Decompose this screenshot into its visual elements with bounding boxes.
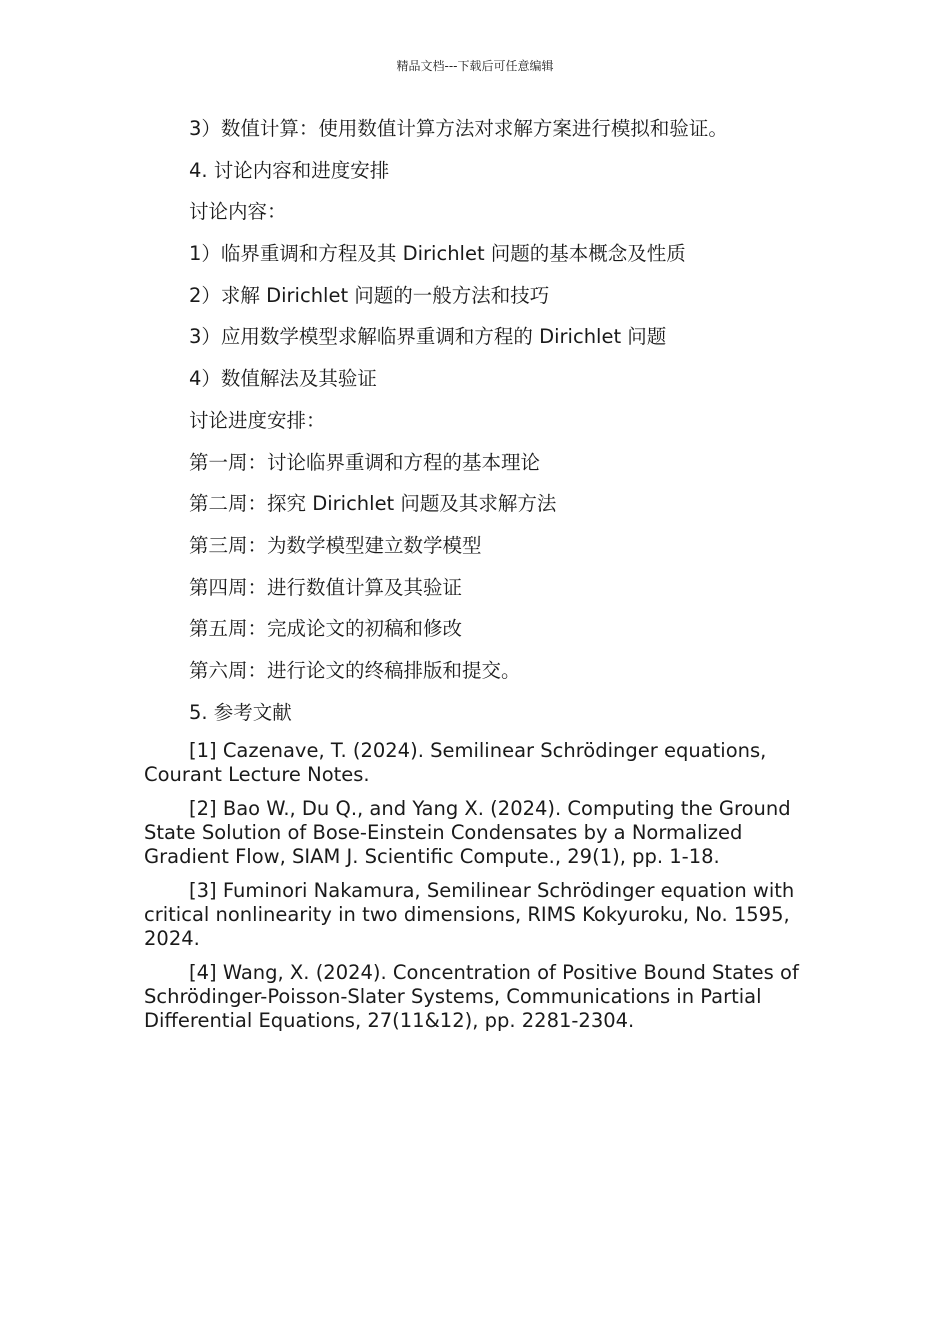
schedule-week-2: 第二周：探究 Dirichlet 问题及其求解方法 bbox=[189, 492, 557, 516]
section-heading-references: 5. 参考文献 bbox=[189, 700, 292, 724]
page-header: 精品文档---下载后可任意编辑 bbox=[396, 59, 554, 73]
schedule-week-3: 第三周：为数学模型建立数学模型 bbox=[189, 533, 482, 557]
reference-3: [3] Fuminori Nakamura, Semilinear Schrödinger equation with critical nonlinearity in two dimensions, RIMS Kokyuroku, No. 1595, 2024. bbox=[144, 879, 795, 951]
schedule-week-5: 第五周：完成论文的初稿和修改 bbox=[189, 617, 463, 641]
schedule-label: 讨论进度安排： bbox=[189, 408, 326, 432]
section-heading-discussion: 4. 讨论内容和进度安排 bbox=[189, 158, 390, 182]
discussion-item-3: 3）应用数学模型求解临界重调和方程的 Dirichlet 问题 bbox=[189, 325, 667, 349]
schedule-week-1: 第一周：讨论临界重调和方程的基本理论 bbox=[189, 450, 541, 474]
discussion-item-1: 1）临界重调和方程及其 Dirichlet 问题的基本概念及性质 bbox=[189, 242, 686, 266]
schedule-week-6: 第六周：进行论文的终稿排版和提交。 bbox=[189, 658, 521, 682]
document-body bbox=[144, 114, 816, 1043]
discussion-content-label: 讨论内容： bbox=[189, 200, 287, 224]
list-item-numerical-computation: 3）数值计算：使用数值计算方法对求解方案进行模拟和验证。 bbox=[189, 117, 728, 140]
discussion-item-2: 2）求解 Dirichlet 问题的一般方法和技巧 bbox=[189, 283, 550, 307]
discussion-item-4: 4）数值解法及其验证 bbox=[189, 367, 377, 391]
reference-4: [4] Wang, X. (2024). Concentration of Positive Bound States of Schrödinger-Poisson-Slater Systems, Communications in Partial Differential Equations, 27(11&12), pp. 2281-2304. bbox=[144, 961, 799, 1033]
reference-1: [1] Cazenave, T. (2024). Semilinear Schrödinger equations, Courant Lecture Notes. bbox=[144, 739, 767, 787]
schedule-week-4: 第四周：进行数值计算及其验证 bbox=[189, 575, 463, 599]
reference-2: [2] Bao W., Du Q., and Yang X. (2024). Computing the Ground State Solution of Bose-Einstein Condensates by a Normalized Gradient Flow, SIAM J. Scientific Compute., 29(1), pp. 1-18. bbox=[144, 797, 791, 869]
